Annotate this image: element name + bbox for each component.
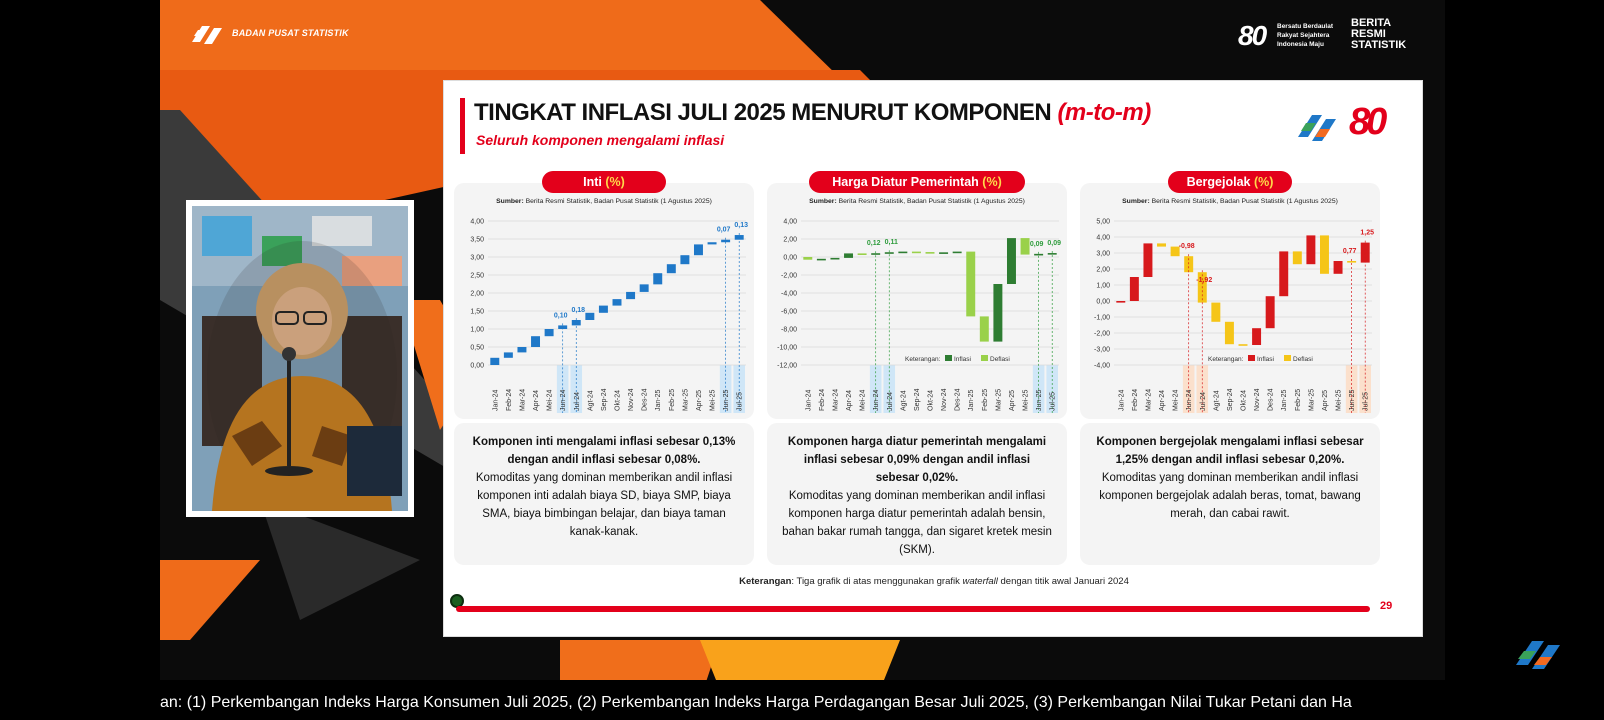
x-tick-label: Jun-25 [723,389,731,411]
summary-body: Komoditas yang dominan memberikan andil inflasi komponen inti adalah biaya SD, biaya SMP, biaya SMA, biaya bimbingan belajar, dan biaya taman kanak-kanak. [475,472,733,538]
y-tick-label: 2,00 [1096,266,1110,274]
x-tick-label: Jun-25 [1036,389,1044,411]
waterfall-bar [885,252,894,254]
waterfall-bar [871,253,880,255]
x-tick-label: Mar-24 [1145,388,1153,411]
x-tick-label: Mar-24 [519,388,527,411]
y-tick-label: -2,00 [1094,330,1110,338]
x-tick-label: Des-24 [1267,388,1275,411]
waterfall-bar [1211,303,1220,322]
waterfall-bar [953,252,962,254]
legend-swatch [981,355,988,361]
footnote-text-b: dengan titik awal Januari 2024 [997,576,1129,587]
anniversary-tagline: Bersatu Berdaulat Rakyat Sejahtera Indonesia Maju [1277,23,1333,48]
waterfall-bar [980,316,989,341]
y-tick-label: 0,00 [1096,298,1110,306]
source-label: Sumber: [1122,198,1150,205]
summary-headline: Komponen bergejolak mengalami inflasi sebesar 1,25% dengan andil inflasi sebesar 0,20%. [1096,436,1364,466]
bps-logo-icon [188,20,228,50]
waterfall-bar [1048,253,1057,255]
slide-title [474,99,1151,127]
x-tick-label: Agt-24 [1213,390,1221,411]
x-tick-label: Des-24 [641,388,649,411]
waterfall-bar [1225,322,1234,344]
waterfall-bar [926,252,935,254]
waterfall-bar [858,253,867,255]
x-tick-label: Agt-24 [587,390,595,411]
chart-svg-2 [1080,213,1380,419]
x-tick-label: Jan-24 [1118,389,1126,411]
waterfall-bar [993,284,1002,342]
data-label: 0,11 [884,239,898,247]
x-tick-label: Mei-25 [1022,389,1030,411]
waterfall-bar [585,313,594,320]
source-label: Sumber: [496,198,524,205]
source-text: Berita Resmi Statistik, Badan Pusat Statistik (1 Agustus 2025) [1151,198,1338,205]
summary-body: Komoditas yang dominan memberikan andil inflasi komponen harga diatur pemerintah adalah bensin, bahan bakar rumah tangga, dan sigaret kretek mesin (SKM). [782,490,1052,556]
waterfall-bar [1021,238,1030,254]
waterfall-bar [667,264,676,273]
legend-item: Deflasi [1293,356,1313,363]
waterfall-bar [1266,296,1275,328]
x-tick-label: Feb-25 [1294,388,1302,411]
waterfall-bar [680,255,689,264]
waterfall-bar [898,252,907,254]
panel-title-pill [809,171,1025,193]
x-tick-label: Apr-24 [846,389,854,411]
bps-logo [188,20,228,50]
data-label: -1,92 [1196,277,1213,285]
waterfall-bar [531,336,540,347]
waterfall-bar [545,329,554,336]
waterfall-bar [708,242,717,244]
y-tick-label: -8,00 [781,326,797,334]
y-tick-label: 0,00 [783,254,797,262]
data-label: 0,12 [866,240,881,248]
x-tick-label: Feb-24 [1131,388,1139,411]
waterfall-bar [1347,261,1356,263]
x-tick-label: Okt-24 [1240,389,1248,411]
waterfall-bar [1157,243,1166,246]
x-tick-label: Feb-24 [818,388,826,411]
x-tick-label: Jun-25 [1349,389,1357,411]
y-tick-label: 5,00 [1096,218,1110,226]
legend-swatch [1284,355,1291,361]
source-label: Sumber: [809,198,837,205]
panel-title-unit: (%) [982,175,1002,189]
x-tick-label: Mei-24 [1172,389,1180,411]
x-tick-label: Des-24 [954,388,962,411]
x-tick-label: Okt-24 [614,389,622,411]
y-tick-label: 3,00 [1096,250,1110,258]
chart-source [775,198,1059,205]
x-tick-label: Jan-25 [1281,389,1289,411]
summary-headline: Komponen inti mengalami inflasi sebesar 0,13% dengan andil inflasi sebesar 0,08%. [472,436,736,466]
x-tick-label: Jul-24 [1199,391,1207,411]
legend-label: Keterangan: [1208,356,1244,363]
chart-source [462,198,746,205]
x-tick-label: Jun-24 [873,389,881,411]
source-text: Berita Resmi Statistik, Badan Pusat Statistik (1 Agustus 2025) [838,198,1025,205]
summary-card-1 [767,423,1067,565]
y-tick-label: 0,00 [470,362,484,370]
data-label: 1,25 [1360,229,1375,237]
footnote-em: waterfall [962,576,998,587]
anniversary-80-badge: 80 [1238,20,1266,51]
y-tick-label: 1,50 [470,308,484,316]
footnote [444,576,1424,587]
footnote-text-a: : Tiga grafik di atas menggunakan grafik [791,576,963,587]
waterfall-bar [939,252,948,254]
legend-item: Inflasi [954,356,971,363]
x-tick-label: Jul-25 [736,391,744,411]
x-tick-label: Mar-25 [682,388,690,411]
x-tick-label: Jan-25 [655,389,663,411]
y-tick-label: 2,00 [783,236,797,244]
slide-title-main: TINGKAT INFLASI JULI 2025 MENURUT KOMPONEN [474,99,1052,126]
y-tick-label: -3,00 [1094,346,1110,354]
waterfall-bar [517,347,526,352]
panel-title: Inti [583,175,602,189]
legend-item: Deflasi [990,356,1010,363]
chart-source [1088,198,1372,205]
summary-headline: Komponen harga diatur pemerintah mengalami inflasi sebesar 0,09% dengan andil inflasi sebesar 0,02%. [787,436,1047,484]
data-label: 0,10 [553,312,568,320]
x-tick-label: Apr-24 [1159,389,1167,411]
waterfall-bar [1034,254,1043,256]
legend-label: Keterangan: [905,356,941,363]
waterfall-bar [1334,261,1343,274]
x-tick-label: Mei-24 [859,389,867,411]
slide-logo-80: 80 [1349,101,1384,143]
x-tick-label: Jun-24 [1186,389,1194,411]
slide-bottom-bar [456,606,1370,612]
data-label: 0,07 [716,226,731,234]
brs-logo: BERITA RESMI STATISTIK [1351,17,1407,51]
y-tick-label: 4,00 [1096,234,1110,242]
waterfall-bar [653,273,662,284]
data-label: 0,09 [1029,240,1044,248]
summary-card-0 [454,423,754,565]
y-tick-label: 3,00 [470,254,484,262]
waterfall-bar [803,257,812,260]
y-tick-label: 1,00 [1096,282,1110,290]
waterfall-bar [504,352,513,357]
waterfall-bar [1252,328,1261,345]
presenter-video [186,200,414,517]
x-tick-label: Feb-24 [505,388,513,411]
slide [443,80,1423,637]
waterfall-bar [966,252,975,317]
waterfall-bar [1320,235,1329,273]
x-tick-label: Nov-24 [628,388,636,411]
x-tick-label: Jul-25 [1362,391,1370,411]
data-label: 0,13 [734,222,749,230]
waterfall-bar [1143,243,1152,277]
waterfall-bar [626,292,635,299]
y-tick-label: -10,00 [777,344,797,352]
y-tick-label: 3,50 [470,236,484,244]
panel-title-unit: (%) [1253,175,1274,189]
x-tick-label: Feb-25 [668,388,676,411]
x-tick-label: Mar-25 [995,388,1003,411]
x-tick-label: Mei-24 [546,389,554,411]
y-tick-label: -1,00 [1094,314,1110,322]
waterfall-bar [640,284,649,292]
x-tick-label: Jun-24 [560,389,568,411]
x-tick-label: Feb-25 [981,388,989,411]
legend-item: Inflasi [1257,356,1274,363]
footnote-label: Keterangan [739,576,792,587]
x-tick-label: Jul-24 [573,391,581,411]
y-tick-label: 2,50 [470,272,484,280]
x-tick-label: Mar-24 [832,388,840,411]
bps-watermark-icon [1512,633,1568,675]
waterfall-bar [1239,344,1248,346]
waterfall-bar [599,306,608,313]
waterfall-bar [1116,301,1125,303]
data-label: 0,09 [1047,240,1062,248]
waterfall-bar [844,253,853,258]
panel-title: Bergejolak [1186,175,1251,189]
x-tick-label: Mar-25 [1308,388,1316,411]
waterfall-bar [1130,277,1139,301]
waterfall-bar [1306,235,1315,264]
y-tick-label: -4,00 [1094,362,1110,370]
summary-body: Komoditas yang dominan memberikan andil inflasi komponen bergejolak adalah beras, tomat, bawang merah, dan cabai rawit. [1099,472,1361,520]
x-tick-label: Mei-25 [709,389,717,411]
x-tick-label: Jul-24 [886,391,894,411]
presenter-video-frame [192,206,408,511]
x-tick-label: Apr-24 [533,389,541,411]
x-tick-label: Mei-25 [1335,389,1343,411]
data-label: 0,18 [571,307,586,314]
panel-title-pill [1168,171,1292,193]
y-tick-label: -2,00 [781,272,797,280]
x-tick-label: Apr-25 [1321,389,1329,411]
x-tick-label: Nov-24 [1254,388,1262,411]
legend-swatch [945,355,952,361]
data-label: -0,98 [1178,243,1195,251]
y-tick-label: 2,00 [470,290,484,298]
y-tick-label: 4,00 [470,218,484,226]
waterfall-bar [830,258,839,260]
waterfall-bar [1279,251,1288,296]
x-tick-label: Jan-24 [805,389,813,411]
y-tick-label: -4,00 [781,290,797,298]
chart-svg-1 [767,213,1067,419]
org-name: BADAN PUSAT STATISTIK [232,28,349,38]
x-tick-label: Nov-24 [941,388,949,411]
y-tick-label: -12,00 [777,362,797,370]
y-tick-label: 4,00 [783,218,797,226]
data-label: 0,77 [1342,248,1357,255]
slide-title-suffix: (m-to-m) [1057,99,1151,126]
x-tick-label: Jan-25 [968,389,976,411]
page-number: 29 [1380,600,1393,612]
x-tick-label: Sep-24 [1226,388,1234,411]
x-tick-label: Sep-24 [913,388,921,411]
title-accent-bar [460,98,465,154]
x-tick-label: Okt-24 [927,389,935,411]
x-tick-label: Apr-25 [1008,389,1016,411]
legend-swatch [1248,355,1255,361]
waterfall-bar [1007,238,1016,284]
y-tick-label: 0,50 [470,344,484,352]
panel-title-unit: (%) [605,175,625,189]
news-ticker: an: (1) Perkembangan Indeks Harga Konsumen Juli 2025, (2) Perkembangan Indeks Harga Perdagangan Besar Juli 2025, (3) Perkembangan Nilai Tukar Petani dan Ha [160,694,1352,711]
panel-title-pill [542,171,666,193]
waterfall-bar [817,259,826,261]
waterfall-bar [613,299,622,305]
slide-subtitle: Seluruh komponen mengalami inflasi [476,132,725,148]
waterfall-bar [694,244,703,255]
waterfall-bar [490,358,499,365]
y-tick-label: 1,00 [470,326,484,334]
waterfall-bar [912,252,921,254]
y-tick-label: -6,00 [781,308,797,316]
waterfall-bar [1293,251,1302,264]
x-tick-label: Agt-24 [900,390,908,411]
panel-title: Harga Diatur Pemerintah [832,175,979,189]
source-text: Berita Resmi Statistik, Badan Pusat Statistik (1 Agustus 2025) [525,198,712,205]
x-tick-label: Apr-25 [695,389,703,411]
slide-bps-logo-icon [1294,107,1344,147]
x-tick-label: Jul-25 [1049,391,1057,411]
chart-svg-0 [454,213,754,419]
x-tick-label: Sep-24 [600,388,608,411]
x-tick-label: Jan-24 [492,389,500,411]
summary-card-2 [1080,423,1380,565]
